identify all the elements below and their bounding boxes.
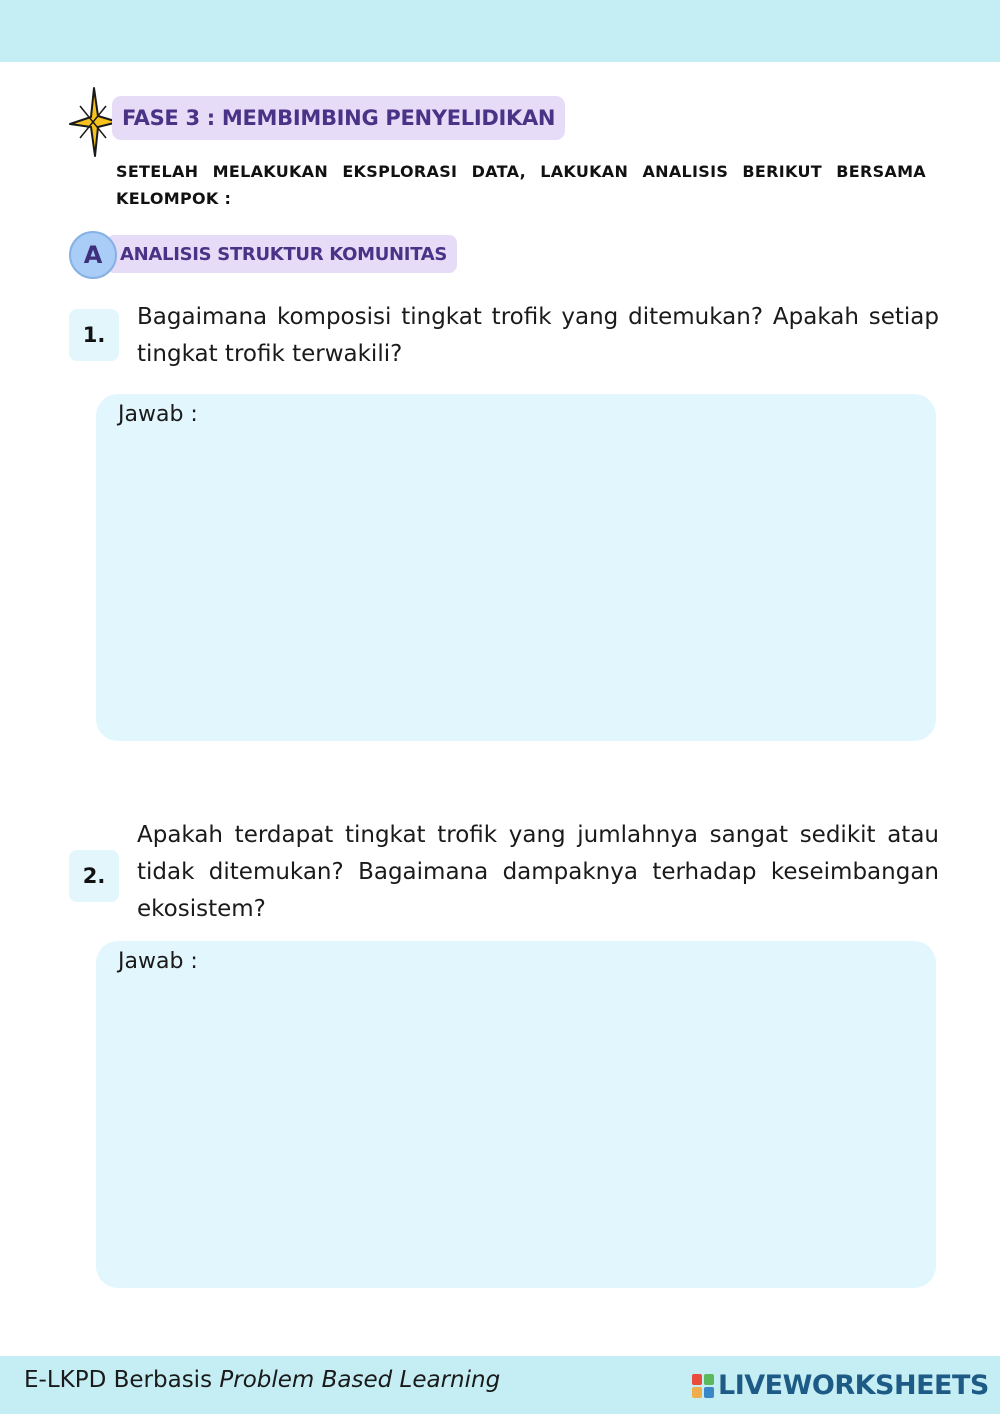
section-title xyxy=(106,235,457,273)
answer-box-1[interactable] xyxy=(96,394,936,741)
answer-label-2: Jawab : xyxy=(118,949,198,974)
footer-prefix: E-LKPD Berbasis xyxy=(24,1367,220,1393)
section-title-text: ANALISIS STRUKTUR KOMUNITAS xyxy=(120,243,448,265)
section-badge: A xyxy=(69,231,117,279)
liveworksheets-logo[interactable] xyxy=(692,1370,989,1401)
question-text-2: Apakah terdapat tingkat trofik yang jumlahnya sangat sedikit atau tidak ditemukan? Bagaimana dampaknya terhadap keseimbangan ekosistem? xyxy=(137,822,939,922)
instruction-text: SETELAH MELAKUKAN EKSPLORASI DATA, LAKUKAN ANALISIS BERIKUT BERSAMA KELOMPOK : xyxy=(116,162,926,208)
liveworksheets-logo-icon xyxy=(692,1374,714,1398)
footer-italic: Problem Based Learning xyxy=(219,1367,501,1393)
question-number-1: 1. xyxy=(69,309,119,361)
question-text-1: Bagaimana komposisi tingkat trofik yang ditemukan? Apakah setiap tingkat trofik terwakili? xyxy=(137,304,939,367)
phase-title xyxy=(112,96,565,140)
question-number-2: 2. xyxy=(69,850,119,902)
phase-title-text: FASE 3 : MEMBIMBING PENYELIDIKAN xyxy=(122,106,556,130)
top-band xyxy=(0,0,1000,62)
answer-label-1: Jawab : xyxy=(118,402,198,427)
answer-box-2[interactable] xyxy=(96,941,936,1288)
footer-caption xyxy=(24,1367,500,1393)
liveworksheets-brand: LIVEWORKSHEETS xyxy=(718,1370,989,1401)
